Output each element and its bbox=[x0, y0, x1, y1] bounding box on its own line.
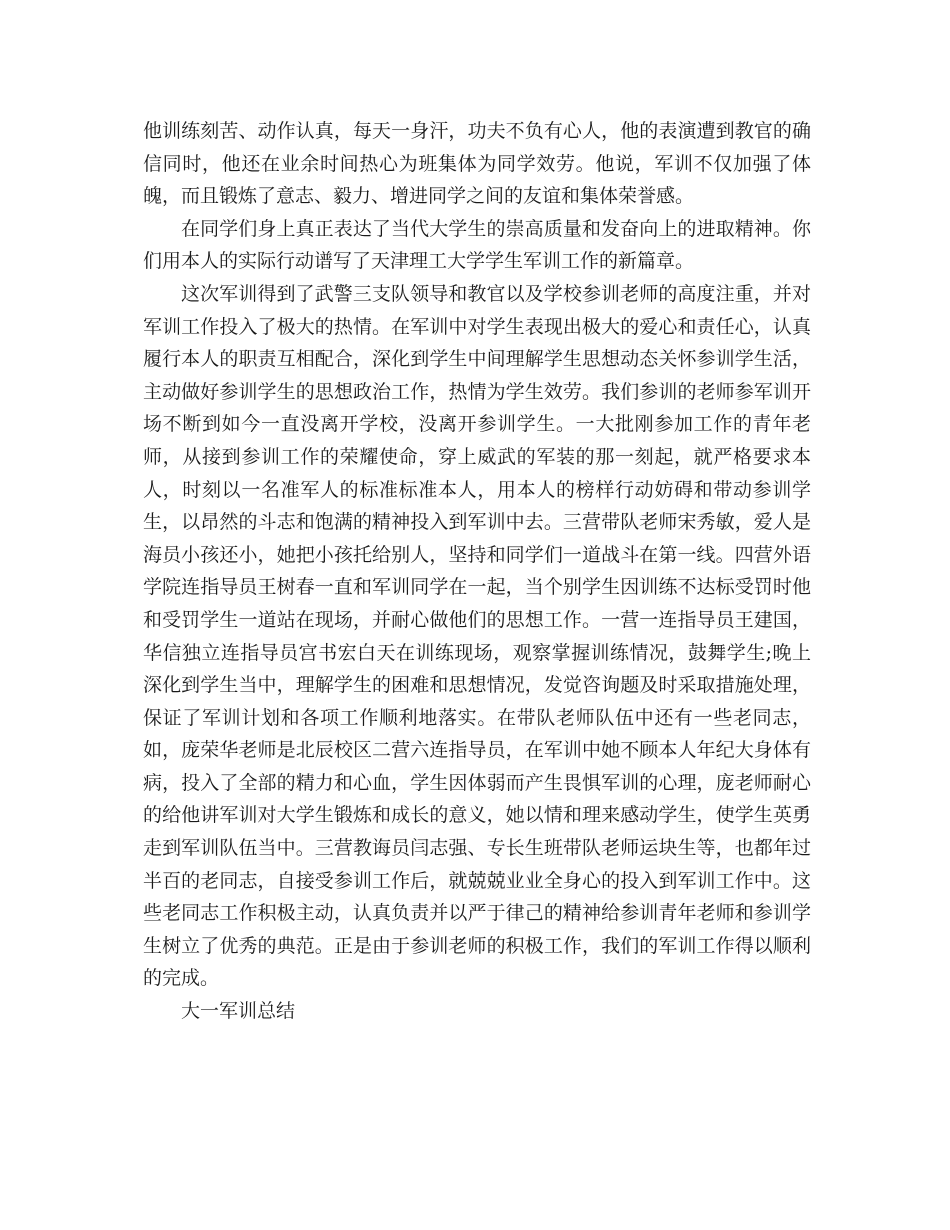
document-body bbox=[143, 115, 811, 1028]
paragraph-3: 这次军训得到了武警三支队领导和教官以及学校参训老师的高度注重，并对军训工作投入了极大的热情。在军训中对学生表现出极大的爱心和责任心，认真履行本人的职责互相配合，深化到学生中间理解学生思想动态关怀参训学生活，主动做好参训学生的思想政治工作，热情为学生效劳。我们参训的老师参军训开场不断到如今一直没离开学校，没离开参训学生。一大批刚参加工作的青年老师，从接到参训工作的荣耀使命，穿上威武的军装的那一刻起，就严格要求本人，时刻以一名准军人的标准标准本人，用本人的榜样行动妨碍和带动参训学生，以昂然的斗志和饱满的精神投入到军训中去。三营带队老师宋秀敏，爱人是海员小孩还小，她把小孩托给别人，坚持和同学们一道战斗在第一线。四营外语学院连指导员王树春一直和军训同学在一起，当个别学生因训练不达标受罚时他和受罚学生一道站在现场，并耐心做他们的思想工作。一营一连指导员王建国，华信独立连指导员宫书宏白天在训练现场，观察掌握训练情况，鼓舞学生;晚上深化到学生当中，理解学生的困难和思想情况，发觉咨询题及时采取措施处理，保证了军训计划和各项工作顺利地落实。在带队老师队伍中还有一些老同志，如，庞荣华老师是北辰校区二营六连指导员，在军训中她不顾本人年纪大身体有病，投入了全部的精力和心血，学生因体弱而产生畏惧军训的心理，庞老师耐心的给他讲军训对大学生锻炼和成长的意义，她以情和理来感动学生，使学生英勇走到军训队伍当中。三营教诲员闫志强、专长生班带队老师运块生等，也都年过半百的老同志，自接受参训工作后，就兢兢业业全身心的投入到军训工作中。这些老同志工作积极主动，认真负责并以严于律己的精神给参训青年老师和参训学生树立了优秀的典范。正是由于参训老师的积极工作，我们的军训工作得以顺利的完成。 bbox=[143, 282, 811, 990]
paragraph-1: 他训练刻苦、动作认真，每天一身汗，功夫不负有心人，他的表演遭到教官的确信同时，他还在业余时间热心为班集体为同学效劳。他说，军训不仅加强了体魄，而且锻炼了意志、毅力、增进同学之间的友谊和集体荣誉感。 bbox=[143, 120, 811, 208]
paragraph-2: 在同学们身上真正表达了当代大学生的崇高质量和发奋向上的进取精神。你们用本人的实际行动谱写了天津理工大学学生军训工作的新篇章。 bbox=[143, 217, 811, 273]
section-heading: 大一军训总结 bbox=[181, 1000, 296, 1023]
